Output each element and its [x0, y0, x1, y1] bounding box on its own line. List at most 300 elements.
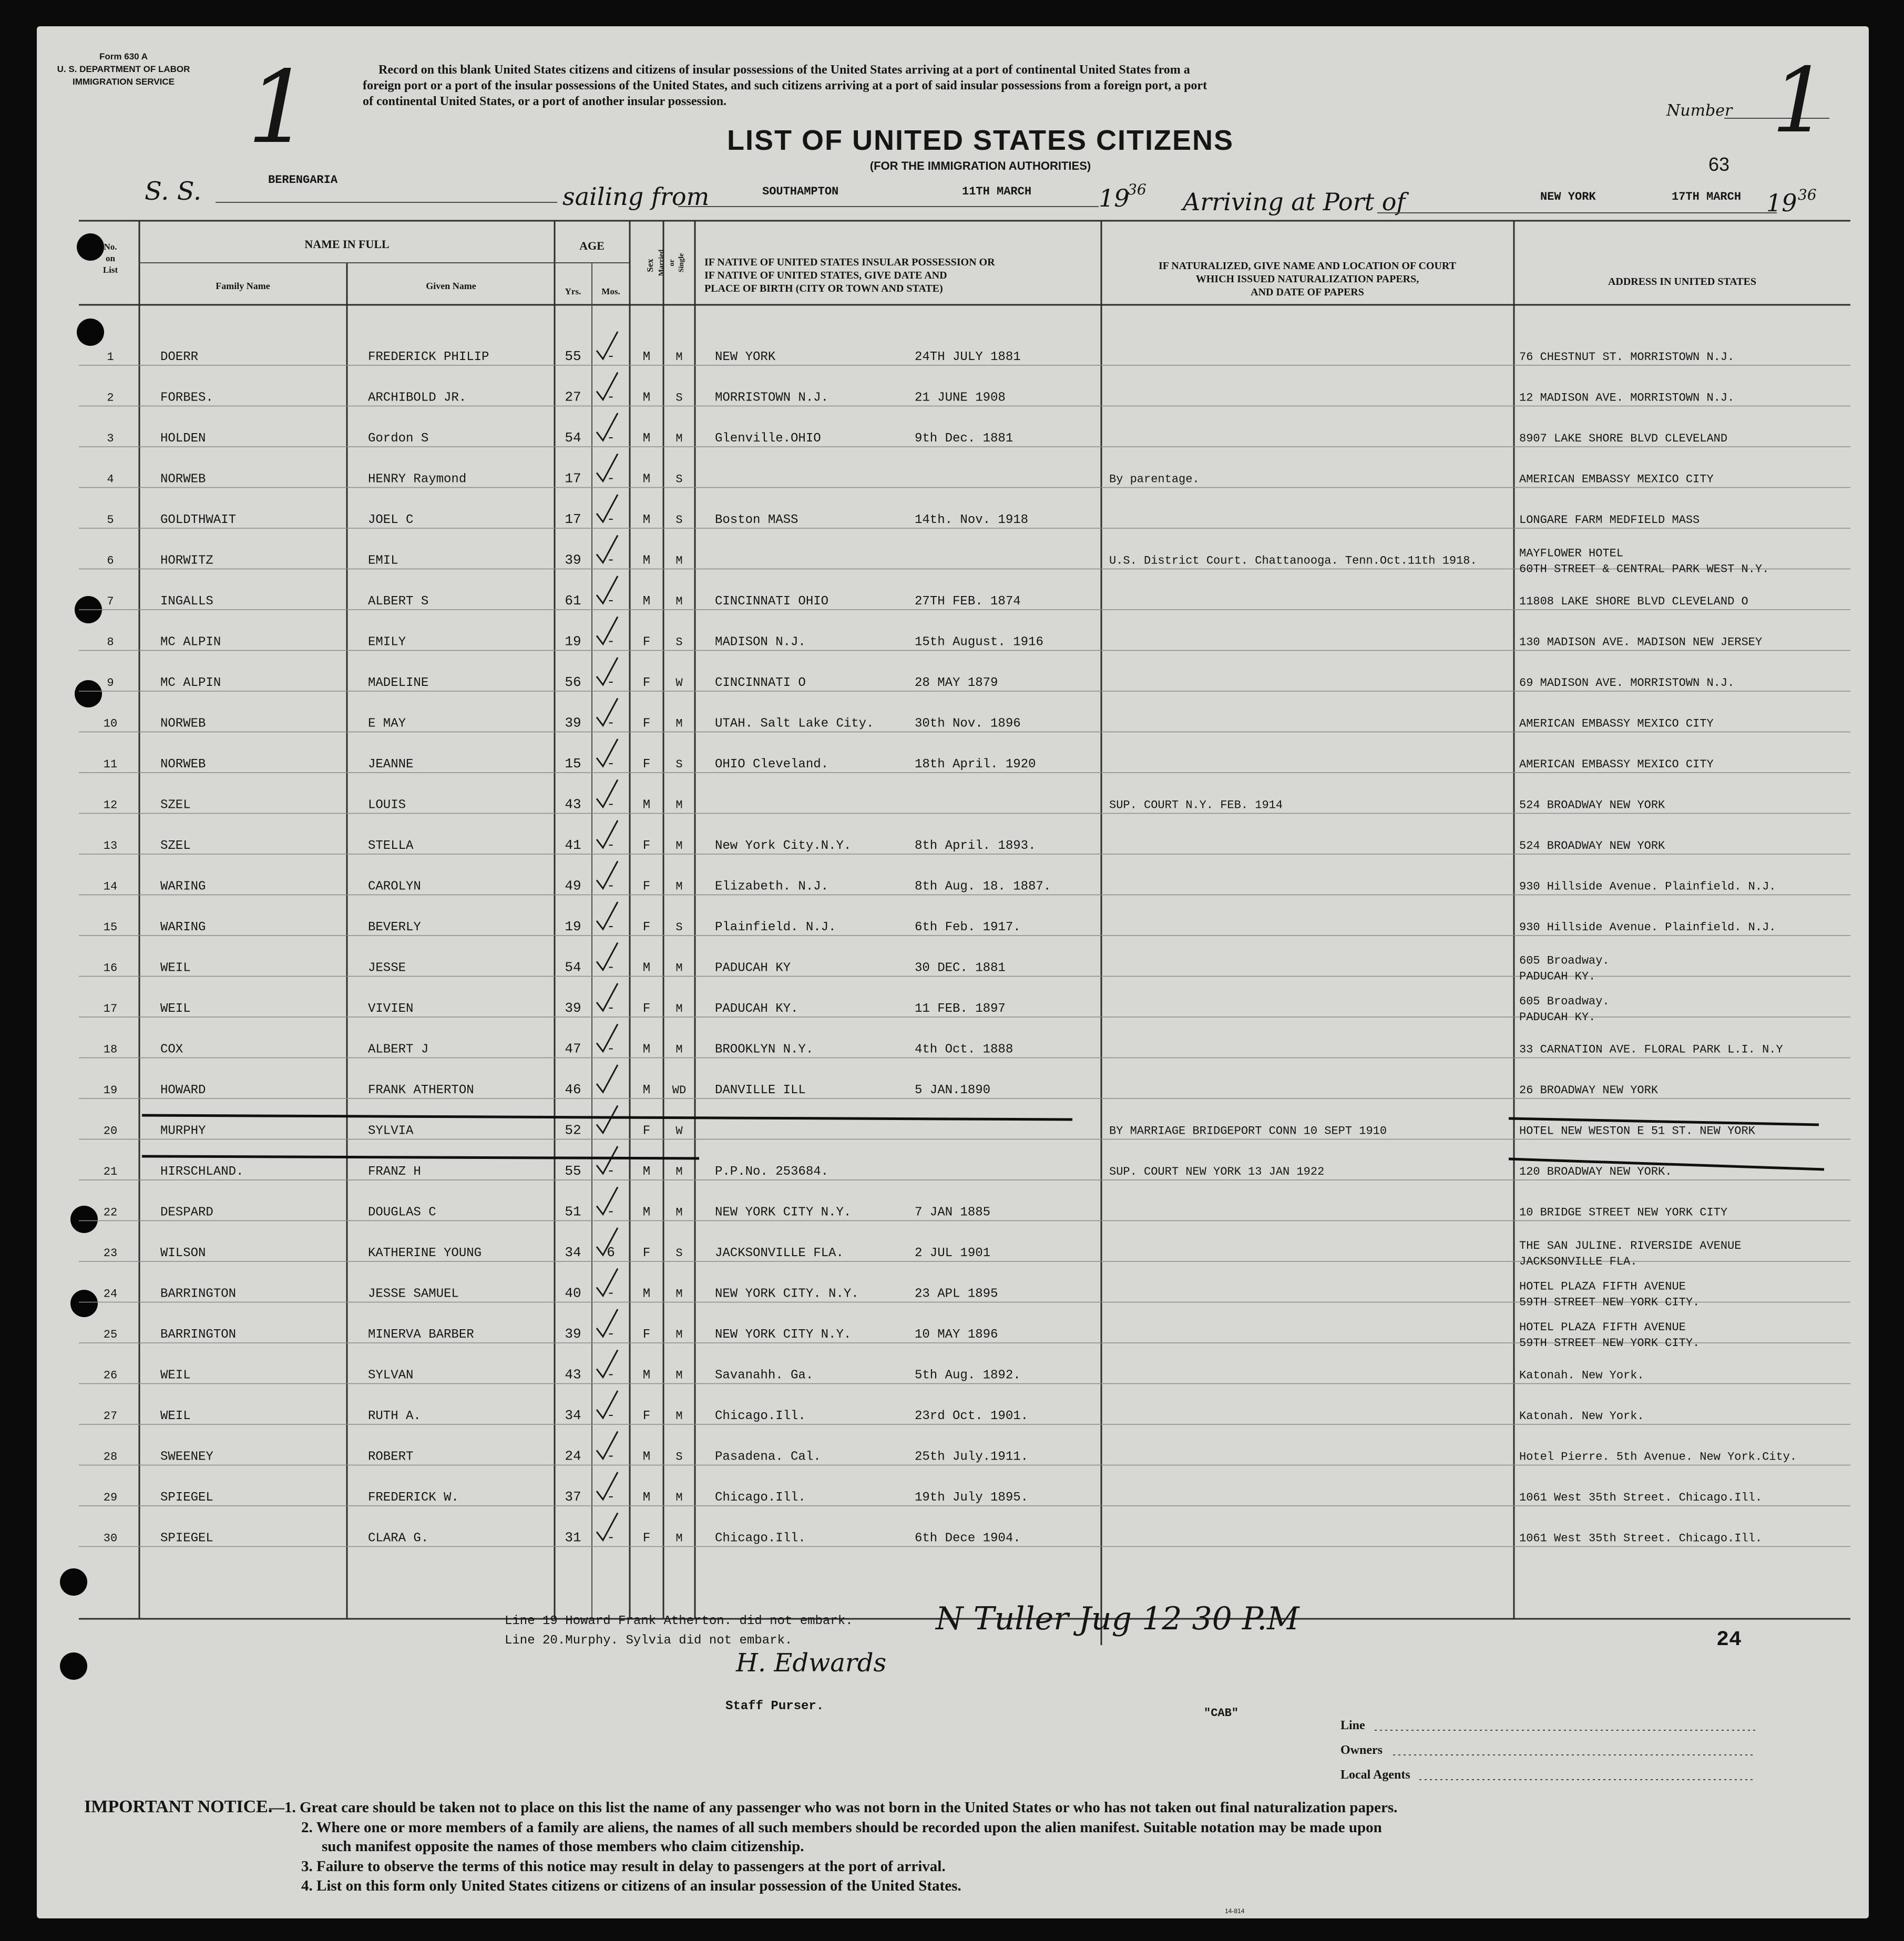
address-line: 120 BROADWAY NEW YORK. — [1519, 1165, 1672, 1178]
row-number: 7 — [107, 595, 114, 608]
row-number: 17 — [103, 1002, 118, 1015]
binder-hole — [70, 1290, 98, 1317]
sex: F — [642, 1246, 651, 1260]
birth-date: 23rd Oct. 1901. — [915, 1409, 1029, 1423]
sex: M — [642, 1287, 651, 1301]
family-name: MURPHY — [160, 1124, 206, 1138]
age-years: 55 — [565, 348, 581, 364]
age-years: 49 — [565, 878, 581, 894]
given-name: EMILY — [368, 635, 406, 650]
address-line: 8907 LAKE SHORE BLVD CLEVELAND — [1519, 432, 1728, 445]
arriving-label: Arriving at Port of — [1183, 188, 1406, 216]
birth-place: BROOKLYN N.Y. — [715, 1042, 814, 1057]
sex: F — [642, 879, 651, 894]
age-months: 6 — [607, 1245, 615, 1260]
birth-place: NEW YORK CITY N.Y. — [715, 1328, 852, 1342]
page-subtitle: (FOR THE IMMIGRATION AUTHORITIES) — [869, 159, 1091, 172]
given-name: KATHERINE YOUNG — [368, 1246, 482, 1260]
address-line: Hotel Pierre. 5th Avenue. New York.City. — [1519, 1450, 1797, 1464]
address-line: HOTEL PLAZA FIFTH AVENUE — [1519, 1321, 1686, 1334]
birth-place: Chicago.Ill. — [715, 1531, 806, 1546]
birth-place: CINCINNATI O — [715, 676, 806, 690]
given-name: VIVIEN — [368, 1002, 414, 1016]
marital-status: S — [675, 391, 683, 405]
age-years: 40 — [565, 1285, 581, 1301]
birth-place: MADISON N.J. — [715, 635, 806, 650]
header-no: No. — [104, 242, 117, 252]
age-months: - — [607, 1326, 615, 1342]
row-number: 8 — [107, 635, 114, 649]
birth-date: 30 DEC. 1881 — [915, 961, 1006, 975]
row-number: 20 — [103, 1124, 118, 1138]
row-number: 6 — [107, 554, 114, 568]
family-name: NORWEB — [160, 757, 206, 772]
marital-status: S — [675, 1450, 683, 1464]
sex: M — [642, 1450, 651, 1464]
birth-date: 6th Dece 1904. — [915, 1531, 1021, 1546]
given-name: JESSE SAMUEL — [368, 1287, 459, 1301]
not-embarked-note: Line 19 Howard Frank Atherton. did not embark. — [505, 1614, 853, 1628]
age-years: 39 — [565, 715, 581, 731]
age-years: 41 — [565, 837, 581, 853]
family-name: WARING — [160, 879, 206, 894]
address-line: Katonah. New York. — [1519, 1369, 1644, 1382]
address-line: PADUCAH KY. — [1519, 1011, 1596, 1024]
birth-place: Glenville.OHIO — [715, 432, 821, 446]
marital-status: M — [675, 1532, 683, 1545]
birth-date: 21 JUNE 1908 — [915, 391, 1006, 405]
sex: F — [642, 716, 651, 731]
address-line: AMERICAN EMBASSY MEXICO CITY — [1519, 758, 1714, 771]
left-handwritten-mark: 1 — [247, 49, 311, 166]
birth-date: 9th Dec. 1881 — [915, 432, 1014, 446]
family-name: DOERR — [160, 350, 199, 364]
number-value: 1 — [1772, 49, 1829, 153]
given-name: E MAY — [368, 716, 406, 731]
age-years: 43 — [565, 1367, 581, 1383]
sheet-number: 63 — [1708, 153, 1730, 175]
given-name: CAROLYN — [368, 879, 421, 894]
birth-place: P.P.No. 253684. — [715, 1165, 829, 1179]
given-name: MINERVA BARBER — [368, 1328, 474, 1342]
sex: M — [642, 1042, 651, 1057]
marital-status: S — [675, 473, 683, 486]
row-number: 29 — [103, 1491, 118, 1504]
svg-text:WHICH ISSUED NATURALIZATION PA: WHICH ISSUED NATURALIZATION PAPERS, — [1195, 273, 1419, 285]
page-count: 24 — [1716, 1628, 1742, 1652]
age-months: - — [607, 389, 615, 405]
row-number: 19 — [103, 1084, 118, 1097]
address-line: Katonah. New York. — [1519, 1410, 1644, 1423]
age-years: 39 — [565, 1000, 581, 1016]
given-name: RUTH A. — [368, 1409, 421, 1423]
family-name: SPIEGEL — [160, 1491, 213, 1505]
given-name: FRANZ H — [368, 1165, 421, 1179]
given-name: STELLA — [368, 839, 414, 853]
header-given-name: Given Name — [426, 281, 476, 291]
birth-place: JACKSONVILLE FLA. — [715, 1246, 844, 1260]
row-number: 5 — [107, 514, 114, 527]
sex: F — [642, 1531, 651, 1546]
header-mos: Mos. — [601, 286, 620, 296]
family-name: WEIL — [160, 1409, 191, 1423]
header-age: AGE — [579, 239, 605, 252]
address-line: 1061 West 35th Street. Chicago.Ill. — [1519, 1491, 1763, 1504]
binder-hole — [60, 1568, 87, 1596]
marital-status: M — [675, 798, 683, 812]
row-number: 21 — [103, 1165, 118, 1178]
sex: F — [642, 1409, 651, 1423]
given-name: JOEL C — [368, 513, 414, 527]
birth-date: 8th Aug. 18. 1887. — [915, 879, 1051, 894]
naturalization: By parentage. — [1109, 473, 1200, 486]
handwritten-time-note: N Tuller Jug 12 30 P.M — [936, 1600, 1299, 1637]
given-name: JESSE — [368, 961, 406, 975]
notice-line: 3. Failure to observe the terms of this notice may result in delay to passengers at the port of arrival. — [301, 1858, 946, 1875]
row-number: 28 — [103, 1450, 118, 1464]
svg-text:Single: Single — [678, 253, 685, 273]
address-line: AMERICAN EMBASSY MEXICO CITY — [1519, 473, 1714, 486]
family-name: HORWITZ — [160, 553, 213, 568]
row-number: 2 — [107, 391, 114, 405]
age-months: - — [607, 1367, 615, 1383]
given-name: CLARA G. — [368, 1531, 429, 1546]
birth-place: New York City.N.Y. — [715, 839, 852, 853]
sex: F — [642, 757, 651, 772]
row-number: 16 — [103, 961, 118, 975]
birth-date: 19th July 1895. — [915, 1491, 1029, 1505]
age-months: - — [607, 796, 615, 813]
given-name: Gordon S — [368, 432, 429, 446]
header-yrs: Yrs. — [565, 286, 581, 296]
birth-date: 6th Feb. 1917. — [915, 920, 1021, 934]
print-code: 14-814 — [1225, 1907, 1245, 1915]
line-label: Line — [1340, 1719, 1365, 1732]
family-name: MC ALPIN — [160, 676, 221, 690]
age-months: - — [607, 470, 615, 487]
family-name: MC ALPIN — [160, 635, 221, 650]
birth-place: PADUCAH KY — [715, 961, 791, 975]
address-line: 33 CARNATION AVE. FLORAL PARK L.I. N.Y — [1519, 1043, 1783, 1056]
birth-date: 28 MAY 1879 — [915, 676, 998, 690]
family-name: WEIL — [160, 961, 191, 975]
sex: M — [642, 1368, 651, 1383]
ss-label: S. S. — [145, 177, 202, 206]
row-number: 10 — [103, 717, 118, 731]
naturalization: BY MARRIAGE BRIDGEPORT CONN 10 SEPT 1910 — [1109, 1124, 1387, 1138]
address-line: 69 MADISON AVE. MORRISTOWN N.J. — [1519, 676, 1735, 690]
family-name: SPIEGEL — [160, 1531, 213, 1546]
birth-date: 7 JAN 1885 — [915, 1205, 991, 1220]
sex: M — [642, 432, 651, 446]
arrival-port: NEW YORK — [1540, 190, 1596, 203]
marital-status: M — [675, 1491, 683, 1504]
address-line: 524 BROADWAY NEW YORK — [1519, 839, 1665, 853]
row-number: 4 — [107, 473, 114, 486]
age-years: 54 — [565, 430, 581, 446]
birth-date: 24TH JULY 1881 — [915, 350, 1021, 364]
birth-date: 4th Oct. 1888 — [915, 1042, 1014, 1057]
age-years: 39 — [565, 1326, 581, 1342]
birth-place: DANVILLE ILL — [715, 1083, 806, 1097]
marital-status: M — [675, 595, 683, 608]
age-months: - — [607, 430, 615, 446]
age-months: - — [607, 1204, 615, 1220]
notice-line: such manifest opposite the names of those members who claim citizenship. — [322, 1838, 804, 1855]
sex: M — [642, 594, 651, 609]
age-months: - — [607, 1408, 615, 1423]
marital-status: M — [675, 554, 683, 568]
age-years: 24 — [565, 1448, 581, 1464]
address-line: 605 Broadway. — [1519, 954, 1610, 968]
address-line: 130 MADISON AVE. MADISON NEW JERSEY — [1519, 635, 1763, 649]
address-line: 930 Hillside Avenue. Plainfield. N.J. — [1519, 880, 1776, 894]
birth-place: NEW YORK — [715, 350, 776, 364]
address-line: AMERICAN EMBASSY MEXICO CITY — [1519, 717, 1714, 731]
sex: F — [642, 635, 651, 650]
birth-date: 2 JUL 1901 — [915, 1246, 991, 1260]
marital-status: WD — [672, 1084, 687, 1097]
birth-place: Pasadena. Cal. — [715, 1450, 821, 1464]
age-months: - — [607, 837, 615, 853]
marital-status: S — [675, 635, 683, 649]
age-years: 46 — [565, 1082, 581, 1097]
birth-place: OHIO Cleveland. — [715, 757, 829, 772]
marital-status: S — [675, 921, 683, 934]
header-sex: Sex — [645, 259, 655, 272]
row-number: 27 — [103, 1410, 118, 1423]
age-years: 47 — [565, 1041, 581, 1057]
age-years: 31 — [565, 1529, 581, 1546]
family-name: GOLDTHWAIT — [160, 513, 237, 527]
family-name: SZEL — [160, 798, 191, 813]
birth-place: NEW YORK CITY N.Y. — [715, 1205, 852, 1220]
instruction-line: Record on this blank United States citizens and citizens of insular possessions of the United States arriving at a port of continental United States from a — [378, 63, 1190, 77]
sex: F — [642, 1328, 651, 1342]
address-line: 26 BROADWAY NEW YORK — [1519, 1084, 1659, 1097]
given-name: SYLVIA — [368, 1124, 414, 1138]
family-name: SWEENEY — [160, 1450, 213, 1464]
number-label: Number — [1666, 101, 1733, 120]
age-years: 51 — [565, 1204, 581, 1220]
age-months: - — [607, 511, 615, 527]
given-name: MADELINE — [368, 676, 429, 690]
age-years: 54 — [565, 959, 581, 975]
birth-date: 27TH FEB. 1874 — [915, 594, 1021, 609]
address-line: 524 BROADWAY NEW YORK — [1519, 798, 1665, 812]
marital-status: M — [675, 1002, 683, 1015]
year-prefix: 19 — [1099, 184, 1130, 212]
age-months: - — [607, 1489, 615, 1505]
not-embarked-note: Line 20.Murphy. Sylvia did not embark. — [505, 1634, 793, 1648]
age-months: - — [607, 552, 615, 568]
svg-text:or: or — [668, 259, 676, 266]
birth-date: 23 APL 1895 — [915, 1287, 998, 1301]
arrival-date: 17TH MARCH — [1672, 190, 1742, 203]
age-months: - — [607, 1163, 615, 1179]
header-birth: IF NATIVE OF UNITED STATES INSULAR POSSESSION OR — [704, 256, 995, 268]
birth-date: 10 MAY 1896 — [915, 1328, 998, 1342]
ship-name: BERENGARIA — [268, 173, 338, 187]
age-years: 17 — [565, 511, 581, 527]
header-married: Married — [658, 249, 666, 276]
purser-signature: H. Edwards — [736, 1648, 887, 1678]
sex: M — [642, 350, 651, 364]
given-name: FRANK ATHERTON — [368, 1083, 474, 1097]
address-line: 10 BRIDGE STREET NEW YORK CITY — [1519, 1206, 1728, 1219]
address-line: LONGARE FARM MEDFIELD MASS — [1519, 514, 1700, 527]
row-number: 18 — [103, 1043, 118, 1056]
page-title: LIST OF UNITED STATES CITIZENS — [727, 125, 1234, 156]
birth-place: MORRISTOWN N.J. — [715, 391, 829, 405]
family-name: HOWARD — [160, 1083, 206, 1097]
sex: M — [642, 1165, 651, 1179]
sex: M — [642, 553, 651, 568]
age-months: - — [607, 1285, 615, 1301]
family-name: WARING — [160, 920, 206, 934]
header-address: ADDRESS IN UNITED STATES — [1608, 276, 1757, 287]
age-years: 34 — [565, 1408, 581, 1423]
address-line: 1061 West 35th Street. Chicago.Ill. — [1519, 1532, 1763, 1545]
given-name: ALBERT S — [368, 594, 429, 609]
family-name: BARRINGTON — [160, 1328, 237, 1342]
age-years: 34 — [565, 1245, 581, 1260]
marital-status: M — [675, 1328, 683, 1341]
address-line: THE SAN JULINE. RIVERSIDE AVENUE — [1519, 1239, 1742, 1252]
binder-hole — [60, 1652, 87, 1680]
row-number: 14 — [103, 880, 118, 894]
age-months: - — [607, 633, 615, 650]
family-name: HIRSCHLAND. — [160, 1165, 244, 1179]
svg-text:PLACE OF BIRTH (CITY OR TOWN A: PLACE OF BIRTH (CITY OR TOWN AND STATE) — [704, 283, 943, 294]
row-number: 1 — [107, 351, 114, 364]
row-number: 30 — [103, 1532, 118, 1545]
address-line: 11808 LAKE SHORE BLVD CLEVELAND O — [1519, 595, 1748, 608]
marital-status: M — [675, 1287, 683, 1301]
departure-date: 11TH MARCH — [962, 185, 1032, 198]
birth-place: UTAH. Salt Lake City. — [715, 716, 874, 731]
birth-date: 5 JAN.1890 — [915, 1083, 991, 1097]
marital-status: S — [675, 1247, 683, 1260]
department: U. S. DEPARTMENT OF LABOR — [57, 64, 190, 74]
sex: F — [642, 1124, 651, 1138]
age-months: - — [607, 674, 615, 690]
arrival-year-suffix: 36 — [1798, 186, 1817, 203]
cab-label: "CAB" — [1204, 1707, 1239, 1720]
row-number: 11 — [103, 758, 118, 771]
birth-date: 18th April. 1920 — [915, 757, 1036, 772]
marital-status: S — [675, 514, 683, 527]
given-name: HENRY Raymond — [368, 472, 467, 487]
age-years: 61 — [565, 593, 581, 609]
given-name: ARCHIBOLD JR. — [368, 391, 467, 405]
family-name: WILSON — [160, 1246, 206, 1260]
address-line: HOTEL NEW WESTON E 51 ST. NEW YORK — [1519, 1124, 1755, 1138]
birth-date: 15th August. 1916 — [915, 635, 1043, 650]
naturalization: U.S. District Court. Chattanooga. Tenn.Oct.11th 1918. — [1109, 554, 1477, 568]
given-name: EMIL — [368, 553, 398, 568]
age-months: - — [607, 593, 615, 609]
marital-status: M — [675, 1206, 683, 1219]
arrival-year-prefix: 19 — [1766, 189, 1797, 217]
sex: M — [642, 1205, 651, 1220]
address-line: JACKSONVILLE FLA. — [1519, 1255, 1637, 1268]
family-name: WEIL — [160, 1002, 191, 1016]
marital-status: M — [675, 1165, 683, 1178]
age-months: - — [607, 1529, 615, 1546]
row-number: 25 — [103, 1328, 118, 1341]
age-years: 39 — [565, 552, 581, 568]
svg-text:on: on — [106, 253, 115, 263]
notice-title: IMPORTANT NOTICE. — [84, 1797, 273, 1816]
svg-text:List: List — [103, 265, 118, 275]
family-name: INGALLS — [160, 594, 213, 609]
marital-status: M — [675, 839, 683, 853]
birth-place: Boston MASS — [715, 513, 799, 527]
marital-status: M — [675, 1410, 683, 1423]
age-years: 55 — [565, 1163, 581, 1179]
sex: M — [642, 798, 651, 813]
given-name: ROBERT — [368, 1450, 414, 1464]
naturalization: SUP. COURT NEW YORK 13 JAN 1922 — [1109, 1165, 1325, 1178]
svg-text:IF NATIVE OF UNITED STATES, GI: IF NATIVE OF UNITED STATES, GIVE DATE AND — [704, 270, 947, 281]
given-name: JEANNE — [368, 757, 414, 772]
row-number: 24 — [103, 1287, 118, 1301]
birth-place: CINCINNATI OHIO — [715, 594, 829, 609]
birth-place: PADUCAH KY. — [715, 1002, 799, 1016]
row-number: 12 — [103, 798, 118, 812]
given-name: FREDERICK PHILIP — [368, 350, 489, 364]
notice-line: —1. Great care should be taken not to place on this list the name of any passenger who was not born in the United States or who has not taken out final naturalization papers. — [269, 1799, 1398, 1816]
age-years: 17 — [565, 470, 581, 487]
birth-place: Savanahh. Ga. — [715, 1368, 814, 1383]
departure-port: SOUTHAMPTON — [762, 185, 839, 198]
sex: M — [642, 1491, 651, 1505]
given-name: LOUIS — [368, 798, 406, 813]
birth-date: 5th Aug. 1892. — [915, 1368, 1021, 1383]
address-line: PADUCAH KY. — [1519, 970, 1596, 983]
birth-place: NEW YORK CITY. N.Y. — [715, 1287, 859, 1301]
family-name: DESPARD — [160, 1205, 213, 1220]
age-months: - — [607, 878, 615, 894]
age-years: 56 — [565, 674, 581, 690]
header-name-in-full: NAME IN FULL — [304, 238, 390, 251]
marital-status: M — [675, 717, 683, 731]
row-number: 26 — [103, 1369, 118, 1382]
given-name: DOUGLAS C — [368, 1205, 436, 1220]
birth-date: 30th Nov. 1896 — [915, 716, 1021, 731]
binder-hole — [75, 680, 102, 707]
sex: M — [642, 513, 651, 527]
naturalization: SUP. COURT N.Y. FEB. 1914 — [1109, 798, 1283, 812]
birth-place: Chicago.Ill. — [715, 1409, 806, 1423]
age-years: 37 — [565, 1489, 581, 1505]
age-years: 19 — [565, 633, 581, 650]
given-name: SYLVAN — [368, 1368, 414, 1383]
row-number: 23 — [103, 1247, 118, 1260]
address-line: 76 CHESTNUT ST. MORRISTOWN N.J. — [1519, 351, 1735, 364]
birth-place: Chicago.Ill. — [715, 1491, 806, 1505]
marital-status: M — [675, 432, 683, 445]
family-name: BARRINGTON — [160, 1287, 237, 1301]
birth-date: 8th April. 1893. — [915, 839, 1036, 853]
sex: M — [642, 1083, 651, 1097]
birth-date: 25th July.1911. — [915, 1450, 1029, 1464]
row-number: 15 — [103, 921, 118, 934]
notice-line: 2. Where one or more members of a family are aliens, the names of all such members should be recorded upon the alien manifest. Suitable notation may be made upon — [301, 1819, 1382, 1836]
instruction-line: foreign port or a port of the insular possessions of the United States, and such citizens arriving at a port of said insular possessions from a foreign port, a port — [363, 79, 1207, 93]
given-name: ALBERT J — [368, 1042, 429, 1057]
